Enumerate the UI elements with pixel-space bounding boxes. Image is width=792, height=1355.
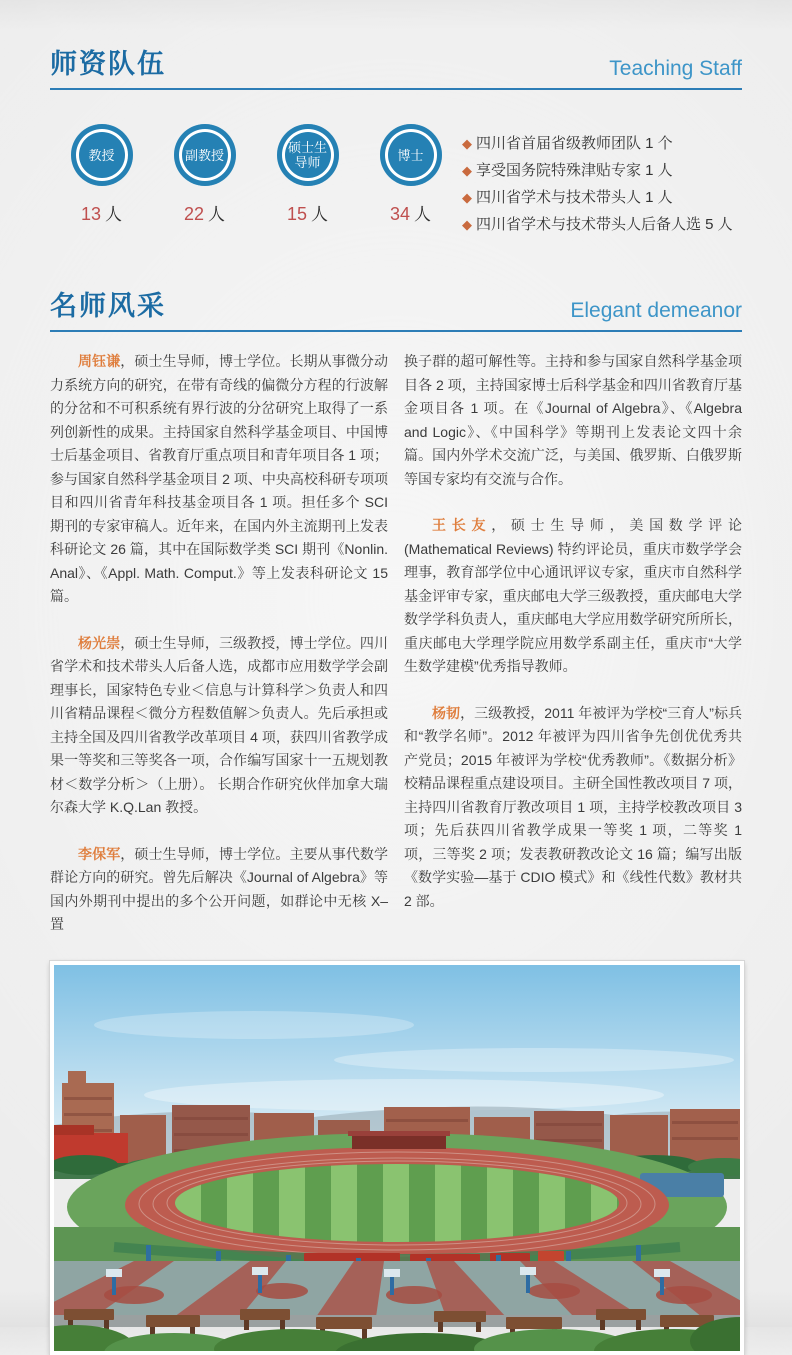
section-title-cn: 名师风采 xyxy=(50,291,166,321)
profile-paragraph-yang-ren xyxy=(404,702,742,914)
teaching-staff-header xyxy=(50,0,742,90)
diamond-bullet-icon: ◆ xyxy=(462,190,472,205)
bullet-text: 四川省首届省级教师团队 1 个 xyxy=(476,135,673,152)
teacher-name: 王长友 xyxy=(432,517,492,533)
list-item xyxy=(462,130,742,157)
profile-text: ，硕士生导师，三级教授，博士学位。四川省学术和技术带头人后备人选，成都市应用数学学会副理事长，国家特色专业＜信息与计算科学＞负责人和四川省精品课程＜微分方程数值解＞负责人。先后承担或主持全国及四川省教学改革项目 4 项，获四川省教学成果一等奖和三等奖各一项，合作编写国家十一五规划教材＜数学分析＞（上册）。 长期合作研究伙伴加拿大瑞尔森大学 K.Q.Lan 教授。 xyxy=(50,634,389,815)
bullet-text: 四川省学术与技术带头人后备人选 5 人 xyxy=(476,216,733,233)
stat-unit: 人 xyxy=(311,205,329,224)
profile-text: 换子群的超可解性等。主持和参与国家自然科学基金项目各 2 项，主持国家博士后科学基金和四川省教育厅基金项目各 1 项。在《Journal of Algebra》、《Algebra and Logic》、《中国科学》等期刊上发表论文四十余篇。国内外学术交流广泛，与美国、俄罗斯、白俄罗斯等国专家均有交流与合作。 xyxy=(404,353,742,487)
diamond-bullet-icon: ◆ xyxy=(462,163,472,178)
section-title-en: Teaching Staff xyxy=(609,57,742,80)
staff-stats-row xyxy=(50,124,742,238)
section-title-cn: 师资队伍 xyxy=(50,49,166,79)
stat-label: 教授 xyxy=(88,147,115,163)
profiles-columns xyxy=(50,350,742,960)
stat-unit: 人 xyxy=(414,205,432,224)
bullet-text: 四川省学术与技术带头人 1 人 xyxy=(476,189,673,206)
profile-text: ，硕士生导师，博士学位。主要从事代数学群论方向的研究。曾先后解决《Journal of Algebra》等国内外期刊中提出的多个公开问题，如群论中无核 X– 置 xyxy=(50,845,389,932)
stat-associate-professor xyxy=(153,124,256,225)
grandstand xyxy=(348,1131,450,1149)
stat-circles xyxy=(50,124,462,225)
circle-badge xyxy=(277,124,339,186)
stat-label: 副教授 xyxy=(184,147,224,163)
profiles-left-column xyxy=(50,350,388,960)
list-item xyxy=(462,157,742,184)
honor-bullet-list xyxy=(462,124,742,238)
stat-count xyxy=(359,200,462,225)
section-title-en: Elegant demeanor xyxy=(570,299,742,322)
profile-paragraph-yang-guangchong xyxy=(50,632,388,820)
teacher-name: 李保军 xyxy=(78,845,121,862)
teacher-name: 杨韧 xyxy=(432,704,461,721)
stat-number: 13 xyxy=(80,204,102,224)
profile-text: ，三级教授，2011 年被评为学校“三育人”标兵和“教学名师”。2012 年被评为四川省争先创优优秀共产党员；2015 年被评为学校“优秀教师”。《数据分析》校精品课程重点建设项目。主研全国性教改项目 7 项，主持四川省教育厅教改项目 1 项，主持学校教改项目 3 项；先后获四川省教学成果一等奖 1 项，二等奖 1 项，三等奖 2 项；发表教研教改论文 16 篇；编写出版《数学实验—基于 CDIO 模式》和《线性代数》教材共 2 部。 xyxy=(404,704,743,909)
diamond-bullet-icon: ◆ xyxy=(462,136,472,151)
circle-badge xyxy=(71,124,133,186)
stat-number: 34 xyxy=(389,204,411,224)
profile-paragraph-continuation xyxy=(404,350,742,491)
elegant-demeanor-header xyxy=(50,284,742,332)
profile-text: ，硕士生导师，博士学位。长期从事微分动力系统方向的研究，在带有奇线的偏微分方程的行波解的分岔和不可积系统有界行波的分岔研究上取得了一系列创新性的成果。主持国家自然科学基金项目、中国博士后基金项目、省教育厅重点项目和青年项目各 1 项；参与国家自然科学基金项目 2 项、中央高校科研专项项目和四川省青年科技基金项目各 1 项。担任多个 SCI 期刊的专家审稿人。近年来，在国内外主流期刊上发表科研论文 26 篇，其中在国际数学类 SCI 期刊《Nonlin. Anal》、《Appl. Math. Comput.》等上发表科研论文 15 篇。 xyxy=(50,353,389,604)
profile-paragraph-zhou-yuqian xyxy=(50,350,388,609)
stat-label: 硕士生导师 xyxy=(287,140,327,170)
circle-badge xyxy=(380,124,442,186)
diamond-bullet-icon: ◆ xyxy=(462,217,472,232)
stat-count xyxy=(256,200,359,225)
teacher-name: 杨光崇 xyxy=(78,634,121,651)
list-item xyxy=(462,211,742,238)
stat-label: 博士 xyxy=(397,147,424,163)
stat-count xyxy=(50,200,153,225)
stat-unit: 人 xyxy=(208,205,226,224)
profiles-right-column xyxy=(404,350,742,960)
stat-unit: 人 xyxy=(105,205,123,224)
circle-badge xyxy=(174,124,236,186)
stat-doctor xyxy=(359,124,462,225)
profile-text: ，硕士生导师，美国数学评论 (Mathematical Reviews) 特约评论员，重庆市数学学会理事，教育部学位中心通讯评议专家，重庆市自然科学基金评审专家，重庆邮电大学三级教授，重庆邮电大学数学学科负责人，重庆邮电大学应用数学研究所所长，重庆邮电大学理学院应用数学系副主任，重庆市“大学生数学建模”优秀指导教师。 xyxy=(404,517,743,674)
stat-masters-supervisor xyxy=(256,124,359,225)
stat-count xyxy=(153,200,256,225)
stat-number: 22 xyxy=(183,204,205,224)
stat-professor xyxy=(50,124,153,225)
basketball-courts xyxy=(54,1261,740,1317)
stadium-photo-svg xyxy=(54,965,740,1351)
stat-number: 15 xyxy=(286,204,308,224)
profile-paragraph-li-baojun xyxy=(50,843,388,937)
list-item xyxy=(462,184,742,211)
profile-paragraph-wang-changyou xyxy=(404,514,742,679)
teacher-name: 周钰谦 xyxy=(78,353,121,369)
bullet-text: 享受国务院特殊津贴专家 1 人 xyxy=(476,162,673,179)
campus-stadium-photo xyxy=(50,961,744,1355)
